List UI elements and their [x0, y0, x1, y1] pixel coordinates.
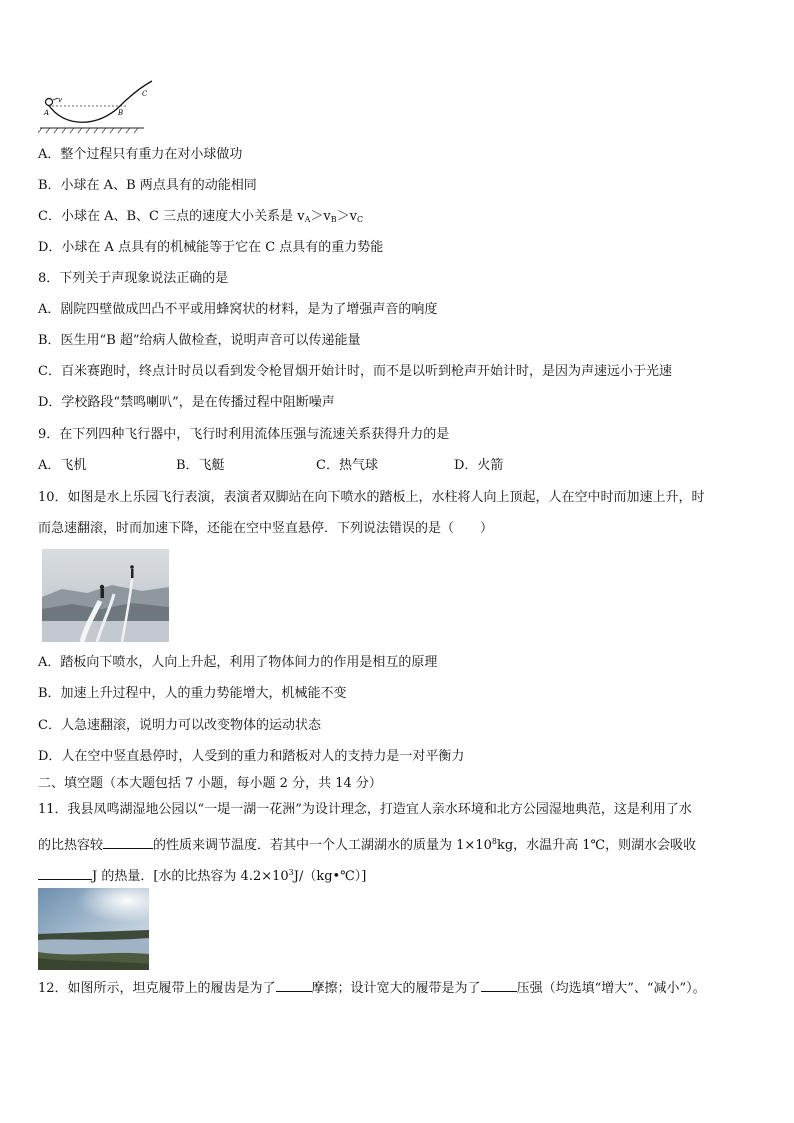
q10-option-d: D．人在空中竖直悬停时，人受到的重力和踏板对人的支持力是一对平衡力 [38, 749, 465, 764]
label-b: B [118, 109, 124, 117]
label-v: v [58, 96, 62, 104]
q10-option-a: A．踏板向下喷水，人向上升起，利用了物体间力的作用是相互的原理 [38, 655, 438, 670]
track-diagram [38, 78, 158, 134]
q7-option-d: D．小球在 A 点具有的机械能等于它在 C 点具有的重力势能 [38, 240, 384, 255]
q8-option-d: D．学校路段“禁鸣喇叭”，是在传播过程中阻断噪声 [38, 395, 335, 410]
q10-option-c: C．人急速翻滚，说明力可以改变物体的运动状态 [38, 718, 321, 733]
section-heading: 二、填空题（本大题包括 7 小题，每小题 2 分，共 14 分） [38, 776, 382, 791]
q10-stem-line2: 而急速翻滚，时而加速下降，还能在空中竖直悬停．下列说法错误的是（ ） [38, 521, 494, 536]
answer-blank[interactable] [481, 979, 517, 992]
q11-line3: J 的热量．[水的比热容为 $4.2\times 10^3J/(kg•℃)$] [38, 865, 366, 885]
q9-stem: 9．在下列四种飞行器中，飞行时利用流体压强与流速关系获得升力的是 [38, 427, 450, 442]
answer-blank[interactable] [276, 979, 312, 992]
wetland-photo [38, 888, 149, 970]
q9-option-d: D．火箭 [454, 458, 504, 473]
q10-stem-line1: 10．如图是水上乐园飞行表演，表演者双脚站在向下喷水的踏板上，水柱将人向上顶起，人在空中时而加速上升，时 [38, 490, 705, 505]
q9-option-a: A．飞机 [38, 458, 87, 473]
label-c: C [142, 90, 148, 98]
q8-option-c: C．百米赛跑时，终点计时员以看到发令枪冒烟开始计时，而不是以听到枪声开始计时，是因为声速远小于光速 [38, 364, 672, 379]
ball-icon [46, 99, 53, 106]
answer-blank[interactable] [103, 836, 153, 849]
q7-option-a: A．整个过程只有重力在对小球做功 [38, 147, 243, 162]
q10-option-b: B．加速上升过程中，人的重力势能增大，机械能不变 [38, 686, 347, 701]
q9-option-c: C．热气球 [316, 458, 378, 473]
q9-option-b: B．飞艇 [176, 458, 225, 473]
q11-line1: 11．我县凤鸣湖湿地公园以“一堤一湖一花洲”为设计理念，打造宜人亲水环境和北方公园湿地典范，这是利用了水 [38, 802, 692, 817]
q8-stem: 8．下列关于声现象说法正确的是 [38, 271, 229, 286]
answer-blank[interactable] [38, 867, 92, 880]
label-a: A [44, 109, 50, 117]
q7-option-c: C．小球在 A、B、C 三点的速度大小关系是 $v_A>v_B>v_C$ [38, 209, 364, 224]
q7-option-b: B．小球在 A、B 两点具有的动能相同 [38, 178, 257, 193]
q8-option-a: A．剧院四壁做成凹凸不平或用蜂窝状的材料，是为了增强声音的响度 [38, 302, 438, 317]
q9-options [38, 458, 758, 474]
q12-text: 12．如图所示，坦克履带上的履齿是为了 摩擦；设计宽大的履带是为了 压强（均选填“增大”、“减小”）。 [38, 981, 706, 996]
flyboard-photo [42, 549, 169, 642]
q8-option-b: B．医生用“B 超”给病人做检查，说明声音可以传递能量 [38, 333, 361, 348]
q11-line2: 的比热容较 的性质来调节温度．若其中一个人工湖湖水的质量为 $1\times 10^8kg$，水温升高 1℃，则湖水会吸收 [38, 837, 697, 853]
